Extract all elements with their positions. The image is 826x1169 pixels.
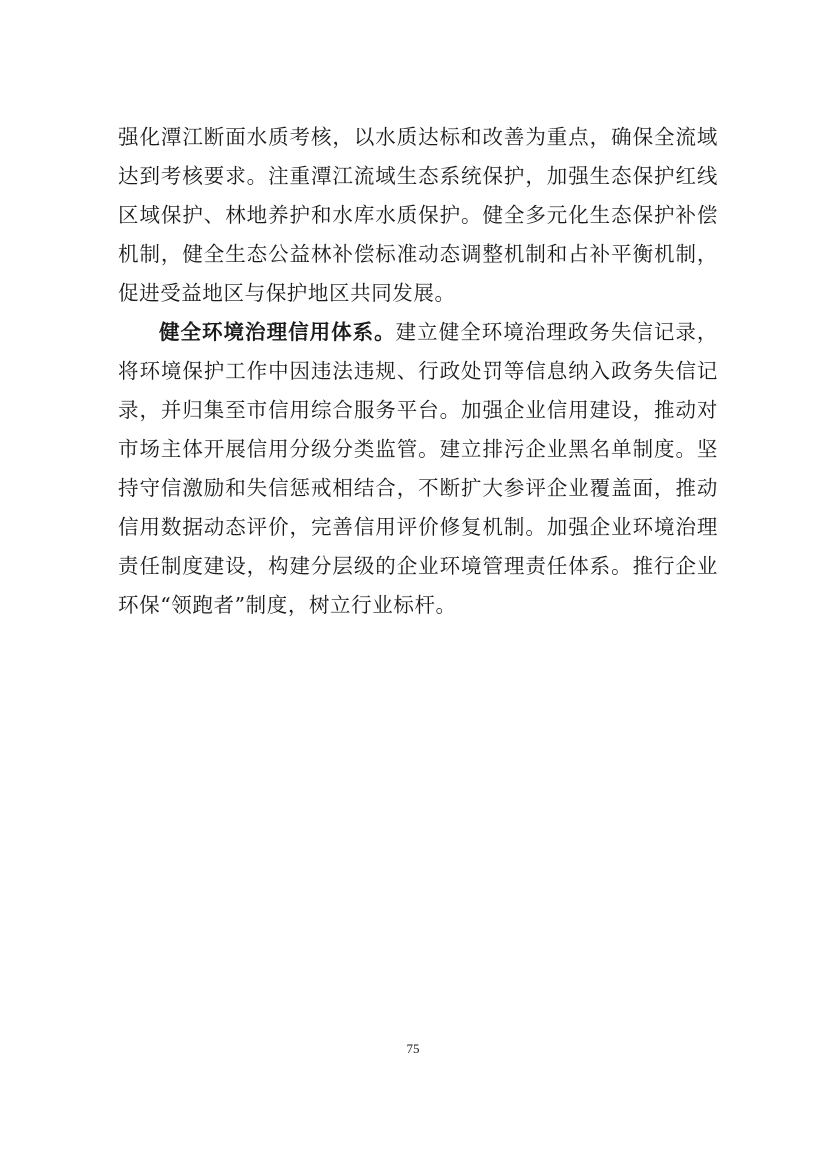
- body-text: [118, 118, 718, 625]
- text-line: 信用数据动态评价，完善信用评价修复机制。加强企业环境治理: [118, 515, 718, 539]
- text-line: 促进受益地区与保护地区共同发展。: [118, 281, 456, 305]
- page-number: 75: [406, 1041, 420, 1056]
- text-line: 机制，健全生态公益林补偿标准动态调整机制和占补平衡机制，: [118, 242, 718, 266]
- text-line: 将环境保护工作中因违法违规、行政处罚等信息纳入政务失信记: [118, 359, 718, 383]
- paragraph-ecological-protection: [118, 118, 718, 313]
- paragraph-lead-heading: 健全环境治理信用体系。: [159, 320, 396, 344]
- text-line: 责任制度建设，构建分层级的企业环境管理责任体系。推行企业: [118, 554, 718, 578]
- text-line: 强化潭江断面水质考核，以水质达标和改善为重点，确保全流域: [118, 125, 718, 149]
- text-line: 持守信激励和失信惩戒相结合，不断扩大参评企业覆盖面，推动: [118, 476, 718, 500]
- paragraph-first-line-text: 建立健全环境治理政务失信记录，: [395, 320, 718, 344]
- text-line: 市场主体开展信用分级分类监管。建立排污企业黑名单制度。坚: [118, 437, 718, 461]
- paragraph-credit-system: [118, 313, 718, 625]
- text-line: 区域保护、林地养护和水库水质保护。健全多元化生态保护补偿: [118, 203, 718, 227]
- text-line: 环保“领跑者”制度，树立行业标杆。: [118, 593, 457, 617]
- text-line-first: [118, 313, 718, 352]
- text-line: 达到考核要求。注重潭江流域生态系统保护，加强生态保护红线: [118, 164, 718, 188]
- text-line: 录，并归集至市信用综合服务平台。加强企业信用建设，推动对: [118, 398, 718, 422]
